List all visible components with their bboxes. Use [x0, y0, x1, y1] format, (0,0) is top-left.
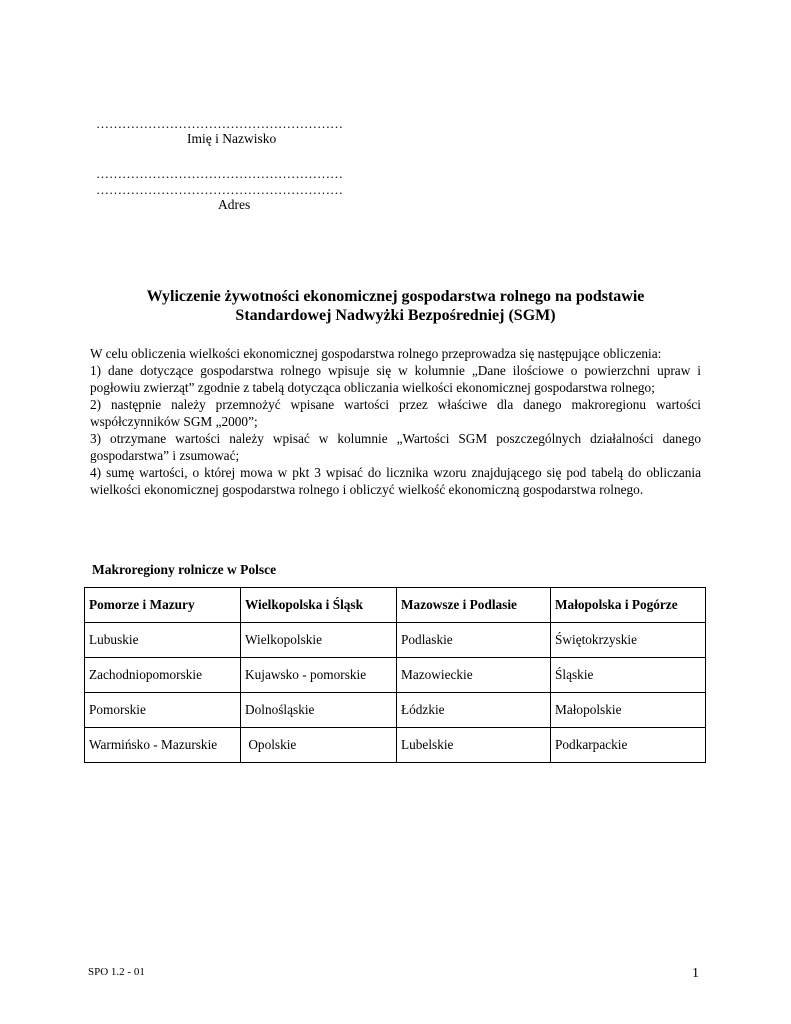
table-header-row [85, 588, 706, 623]
table-cell: Warmińsko - Mazurskie [85, 728, 241, 763]
table-cell: Opolskie [241, 728, 397, 763]
table-cell: Śląskie [551, 658, 706, 693]
table-cell: Małopolskie [551, 693, 706, 728]
table-row [85, 623, 706, 658]
step-3: 3) otrzymane wartości należy wpisać w kolumnie „Wartości SGM poszczególnych działalności danego gospodarstwa” i zsumować; [90, 431, 701, 463]
table-cell: Lubelskie [397, 728, 551, 763]
table-cell: Zachodniopomorskie [85, 658, 241, 693]
title-line-2: Standardowej Nadwyżki Bezpośredniej (SGM) [235, 307, 556, 324]
step-4: 4) sumę wartości, o której mowa w pkt 3 wpisać do licznika wzoru znajdującego się pod tabelą do obliczania wielkości ekonomicznej gospodarstwa rolnego i obliczyć wielkość ekonomiczną gospodarstwa rolnego. [90, 465, 701, 497]
intro-paragraph: W celu obliczenia wielkości ekonomicznej gospodarstwa rolnego przeprowadza się następujące obliczenia: [90, 346, 662, 361]
column-header: Wielkopolska i Śląsk [241, 588, 397, 623]
step-1: 1) dane dotyczące gospodarstwa rolnego wpisuje się w kolumnie „Dane ilościowe o powierzchni upraw i pogłowiu zwierząt” zgodnie z tabelą dotycząca obliczania wielkości ekonomicznej gospodarstwa rolnego; [90, 363, 701, 395]
instructions-text [90, 345, 701, 498]
table-cell: Wielkopolskie [241, 623, 397, 658]
table-row [85, 693, 706, 728]
table-row [85, 658, 706, 693]
step-2: 2) następnie należy przemnożyć wpisane wartości przez właściwe dla danego makroregionu wartości współczynników SGM „2000”; [90, 397, 701, 429]
table-cell: Mazowieckie [397, 658, 551, 693]
table-row [85, 728, 706, 763]
table-cell: Podlaskie [397, 623, 551, 658]
document-code: SPO 1.2 - 01 [88, 966, 145, 978]
address-dots-line-2: ………………………………………………… [96, 182, 343, 197]
page-number: 1 [692, 966, 699, 981]
table-cell: Świętokrzyskie [551, 623, 706, 658]
address-dots-line-1: ………………………………………………… [96, 166, 343, 181]
column-header: Pomorze i Mazury [85, 588, 241, 623]
name-caption: Imię i Nazwisko [187, 131, 277, 146]
table-cell: Podkarpackie [551, 728, 706, 763]
table-cell: Lubuskie [85, 623, 241, 658]
table-cell: Dolnośląskie [241, 693, 397, 728]
table-cell: Kujawsko - pomorskie [241, 658, 397, 693]
regions-heading: Makroregiony rolnicze w Polsce [92, 562, 277, 577]
table-cell: Pomorskie [85, 693, 241, 728]
regions-table [84, 587, 706, 763]
document-title [90, 287, 701, 325]
title-line-1: Wyliczenie żywotności ekonomicznej gospodarstwa rolnego na podstawie [146, 288, 645, 305]
address-caption: Adres [218, 197, 251, 212]
column-header: Mazowsze i Podlasie [397, 588, 551, 623]
column-header: Małopolska i Pogórze [551, 588, 706, 623]
table-cell: Łódzkie [397, 693, 551, 728]
name-dots-line: ………………………………………………… [96, 116, 343, 131]
